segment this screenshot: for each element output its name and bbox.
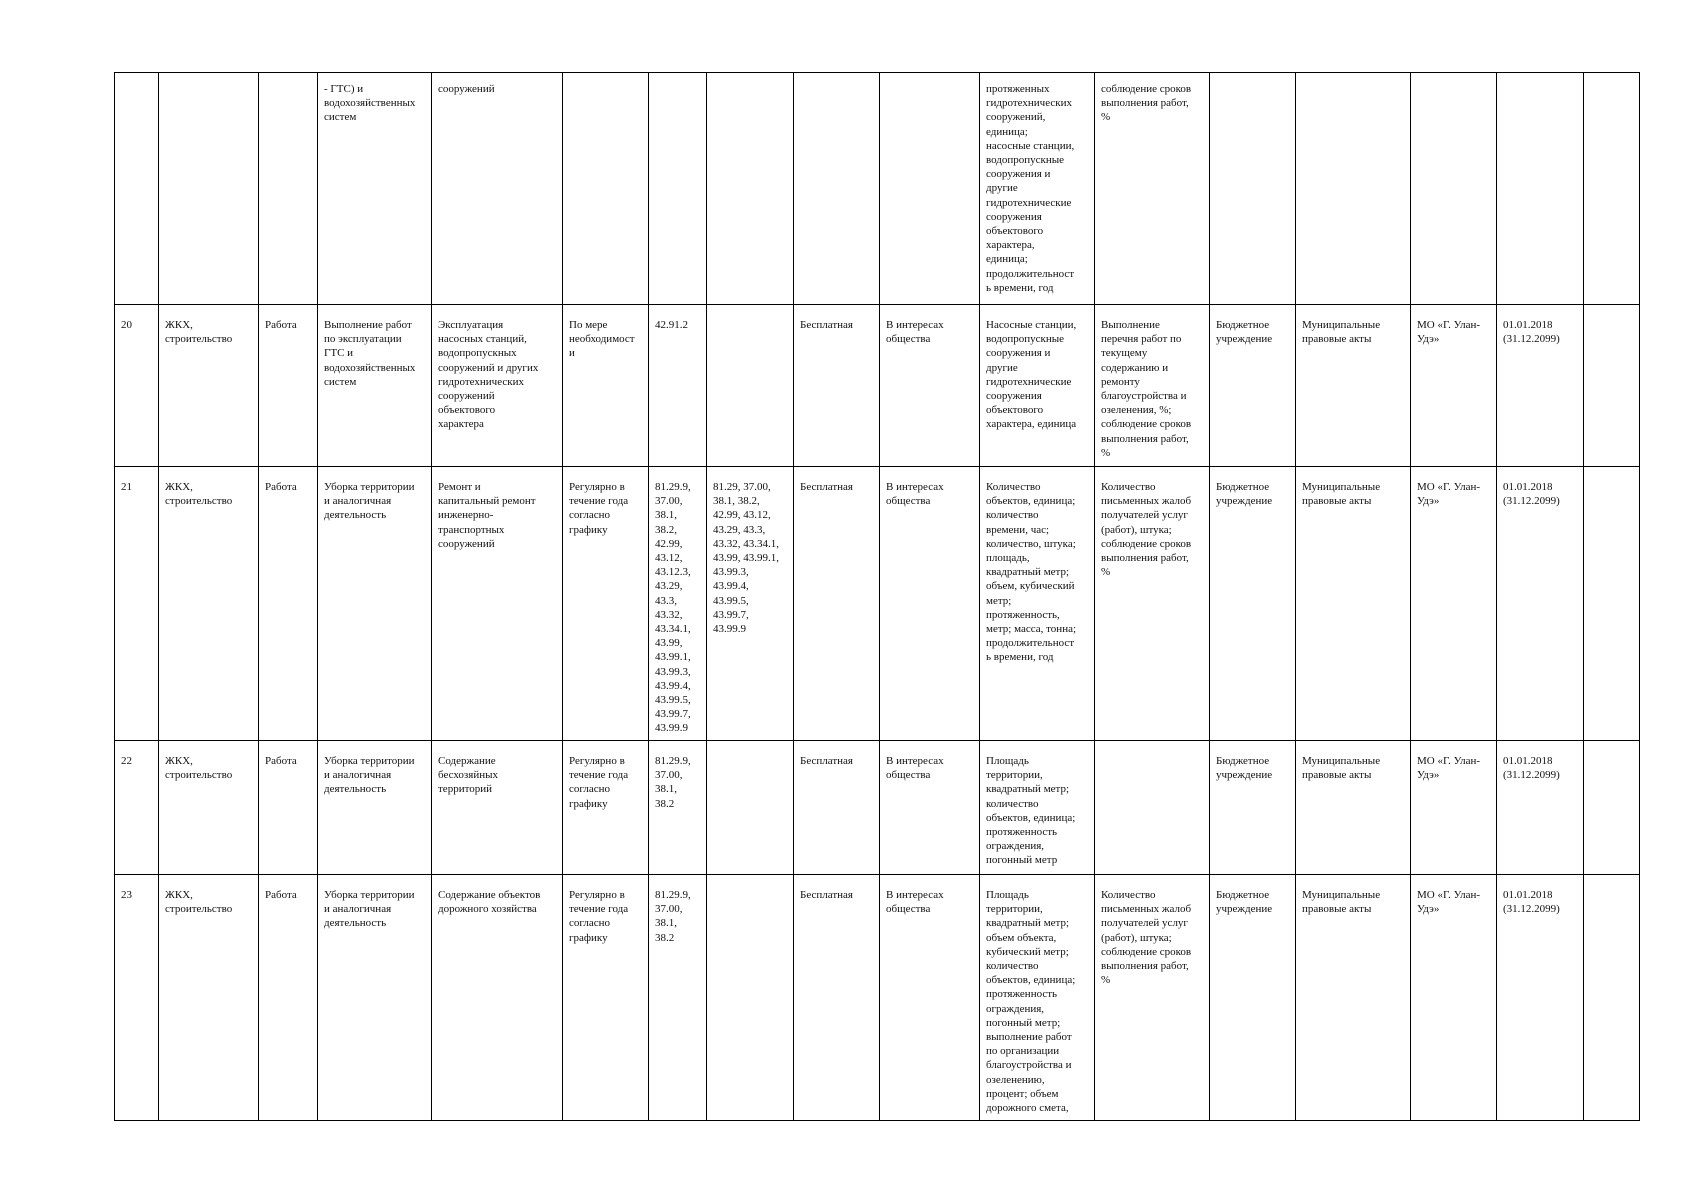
cell-interest: В интересах общества xyxy=(880,875,980,1121)
cell-number: 20 xyxy=(115,305,159,467)
cell-extra xyxy=(1584,73,1640,305)
cell-okved-codes: 42.91.2 xyxy=(649,305,707,467)
cell-owner: МО «Г. Улан- Удэ» xyxy=(1411,741,1497,875)
cell-frequency xyxy=(563,73,649,305)
cell-work-name: - ГТС) и водохозяйственных систем xyxy=(318,73,432,305)
cell-sphere: ЖКХ, строительство xyxy=(159,875,259,1121)
cell-okpd-codes xyxy=(707,73,794,305)
cell-quality-indicators: Количество письменных жалоб получателей услуг (работ), штука; соблюдение сроков выполнения работ, % xyxy=(1095,467,1210,741)
cell-volume-indicators: Площадь территории, квадратный метр; объем объекта, кубический метр; количество объектов, единица; протяженность ограждения, погонный метр; выполнение работ по организации благоустройства и озеленению, процент; объем дорожного смета, xyxy=(980,875,1095,1121)
cell-kind: Работа xyxy=(259,875,318,1121)
cell-volume-indicators: Количество объектов, единица; количество времени, час; количество, штука; площадь, квадратный метр; объем, кубический метр; протяженность, метр; масса, тонна; продолжительност ь времени, год xyxy=(980,467,1095,741)
cell-number xyxy=(115,73,159,305)
cell-sphere: ЖКХ, строительство xyxy=(159,467,259,741)
cell-date: 01.01.2018 (31.12.2099) xyxy=(1497,741,1584,875)
cell-work-content: Содержание объектов дорожного хозяйства xyxy=(432,875,563,1121)
cell-owner: МО «Г. Улан- Удэ» xyxy=(1411,875,1497,1121)
cell-volume-indicators: Площадь территории, квадратный метр; количество объектов, единица; протяженность ограждения, погонный метр xyxy=(980,741,1095,875)
cell-work-content: Ремонт и капитальный ремонт инженерно- транспортных сооружений xyxy=(432,467,563,741)
cell-legal-acts: Муниципальные правовые акты xyxy=(1296,305,1411,467)
cell-quality-indicators: соблюдение сроков выполнения работ, % xyxy=(1095,73,1210,305)
cell-kind: Работа xyxy=(259,467,318,741)
cell-payment: Бесплатная xyxy=(794,741,880,875)
cell-institution-type: Бюджетное учреждение xyxy=(1210,467,1296,741)
cell-legal-acts: Муниципальные правовые акты xyxy=(1296,467,1411,741)
cell-payment: Бесплатная xyxy=(794,467,880,741)
cell-number: 22 xyxy=(115,741,159,875)
cell-frequency: По мере необходимост и xyxy=(563,305,649,467)
cell-extra xyxy=(1584,467,1640,741)
cell-payment: Бесплатная xyxy=(794,305,880,467)
cell-work-content: Содержание бесхозяйных территорий xyxy=(432,741,563,875)
cell-extra xyxy=(1584,875,1640,1121)
table-row xyxy=(115,305,1640,467)
cell-date: 01.01.2018 (31.12.2099) xyxy=(1497,875,1584,1121)
cell-okved-codes: 81.29.9, 37.00, 38.1, 38.2 xyxy=(649,875,707,1121)
cell-sphere: ЖКХ, строительство xyxy=(159,305,259,467)
cell-quality-indicators xyxy=(1095,741,1210,875)
cell-extra xyxy=(1584,305,1640,467)
cell-legal-acts: Муниципальные правовые акты xyxy=(1296,741,1411,875)
cell-institution-type: Бюджетное учреждение xyxy=(1210,741,1296,875)
cell-volume-indicators: Насосные станции, водопропускные сооружения и другие гидротехнические сооружения объектового характера, единица xyxy=(980,305,1095,467)
cell-kind: Работа xyxy=(259,305,318,467)
cell-interest xyxy=(880,73,980,305)
cell-quality-indicators: Выполнение перечня работ по текущему содержанию и ремонту благоустройства и озеленения, %; соблюдение сроков выполнения работ, % xyxy=(1095,305,1210,467)
cell-interest: В интересах общества xyxy=(880,741,980,875)
cell-volume-indicators: протяженных гидротехнических сооружений, единица; насосные станции, водопропускные сооружения и другие гидротехнические сооружения объектового характера, единица; продолжительност ь времени, год xyxy=(980,73,1095,305)
cell-frequency: Регулярно в течение года согласно графику xyxy=(563,467,649,741)
cell-sphere: ЖКХ, строительство xyxy=(159,741,259,875)
cell-sphere xyxy=(159,73,259,305)
cell-legal-acts: Муниципальные правовые акты xyxy=(1296,875,1411,1121)
cell-date xyxy=(1497,73,1584,305)
cell-okved-codes: 81.29.9, 37.00, 38.1, 38.2, 42.99, 43.12, 43.12.3, 43.29, 43.3, 43.32, 43.34.1, 43.99, 43.99.1, 43.99.3, 43.99.4, 43.99.5, 43.99.7, 43.99.9 xyxy=(649,467,707,741)
cell-kind: Работа xyxy=(259,741,318,875)
cell-okpd-codes xyxy=(707,305,794,467)
cell-okved-codes: 81.29.9, 37.00, 38.1, 38.2 xyxy=(649,741,707,875)
cell-work-name: Уборка территории и аналогичная деятельность xyxy=(318,875,432,1121)
cell-owner: МО «Г. Улан- Удэ» xyxy=(1411,467,1497,741)
cell-work-content: Эксплуатация насосных станций, водопропускных сооружений и других гидротехнических сооружений объектового характера xyxy=(432,305,563,467)
cell-owner xyxy=(1411,73,1497,305)
table-row xyxy=(115,741,1640,875)
table-row xyxy=(115,73,1640,305)
cell-kind xyxy=(259,73,318,305)
registry-table xyxy=(114,72,1640,1121)
table-row xyxy=(115,467,1640,741)
cell-owner: МО «Г. Улан- Удэ» xyxy=(1411,305,1497,467)
cell-number: 23 xyxy=(115,875,159,1121)
cell-work-name: Уборка территории и аналогичная деятельность xyxy=(318,467,432,741)
cell-payment: Бесплатная xyxy=(794,875,880,1121)
cell-frequency: Регулярно в течение года согласно графику xyxy=(563,875,649,1121)
cell-number: 21 xyxy=(115,467,159,741)
cell-legal-acts xyxy=(1296,73,1411,305)
table-row xyxy=(115,875,1640,1121)
cell-okpd-codes xyxy=(707,741,794,875)
cell-quality-indicators: Количество письменных жалоб получателей услуг (работ), штука; соблюдение сроков выполнения работ, % xyxy=(1095,875,1210,1121)
cell-work-name: Выполнение работ по эксплуатации ГТС и водохозяйственных систем xyxy=(318,305,432,467)
cell-okved-codes xyxy=(649,73,707,305)
cell-date: 01.01.2018 (31.12.2099) xyxy=(1497,467,1584,741)
cell-extra xyxy=(1584,741,1640,875)
cell-payment xyxy=(794,73,880,305)
cell-institution-type: Бюджетное учреждение xyxy=(1210,875,1296,1121)
cell-work-content: сооружений xyxy=(432,73,563,305)
cell-date: 01.01.2018 (31.12.2099) xyxy=(1497,305,1584,467)
cell-okpd-codes xyxy=(707,875,794,1121)
cell-institution-type xyxy=(1210,73,1296,305)
cell-interest: В интересах общества xyxy=(880,467,980,741)
cell-institution-type: Бюджетное учреждение xyxy=(1210,305,1296,467)
cell-interest: В интересах общества xyxy=(880,305,980,467)
cell-work-name: Уборка территории и аналогичная деятельность xyxy=(318,741,432,875)
cell-frequency: Регулярно в течение года согласно графику xyxy=(563,741,649,875)
cell-okpd-codes: 81.29, 37.00, 38.1, 38.2, 42.99, 43.12, 43.29, 43.3, 43.32, 43.34.1, 43.99, 43.99.1, 43.99.3, 43.99.4, 43.99.5, 43.99.7, 43.99.9 xyxy=(707,467,794,741)
